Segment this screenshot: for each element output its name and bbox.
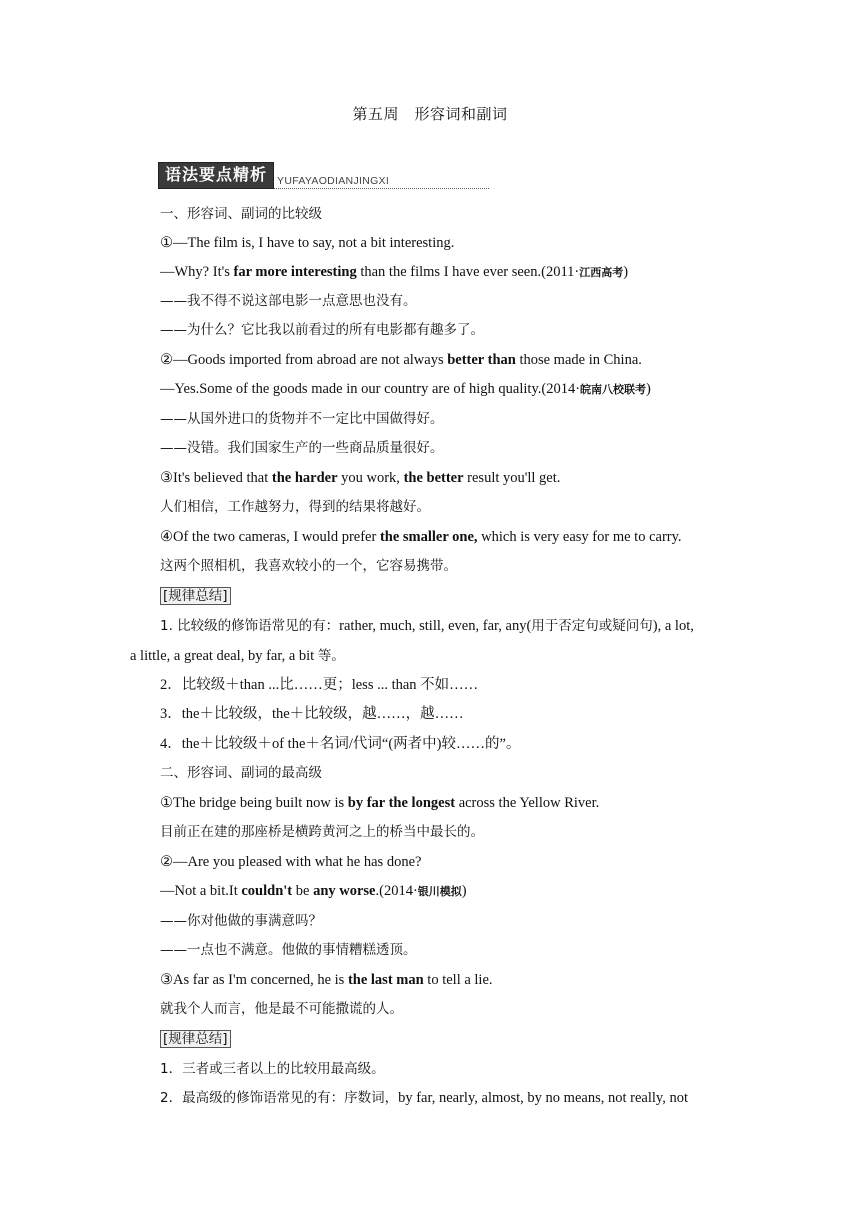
source-label: 江西高考 [579,266,624,279]
translation-line: ——没错。我们国家生产的一些商品质量很好。 [160,440,444,456]
banner-label: 语法要点精析 [158,162,274,189]
source-label: 银川模拟 [417,885,462,898]
rule-item: 2．比较级＋than ...比……更；less ... than 不如…… [160,677,479,693]
example-line: ④Of the two cameras, I would prefer the smaller one, which is very easy for me to carry. [160,529,682,545]
rule-item: 4．the＋比较级＋of the＋名词/代词“(两者中)较……的”。 [160,736,521,752]
translation-line: 目前正在建的那座桥是横跨黄河之上的桥当中最长的。 [160,824,484,840]
example-line: —Why? It's far more interesting than the films I have ever seen.(2011·江西高考) [160,264,629,280]
translation-line: ——一点也不满意。他做的事情糟糕透顶。 [160,942,417,958]
page-title: 第五周 形容词和副词 [352,107,508,123]
example-line: ③As far as I'm concerned, he is the last man to tell a lie. [160,972,493,988]
example-line: ②—Are you pleased with what he has done? [160,854,422,870]
translation-line: ——你对他做的事满意吗？ [160,913,322,929]
translation-line: 这两个照相机，我喜欢较小的一个，它容易携带。 [160,558,457,574]
section-heading: 一、形容词、副词的比较级 [160,206,322,222]
section-banner [158,163,489,189]
rule-item: 2．最高级的修饰语常见的有：序数词，by far, nearly, almost, by no means, not really, not [160,1090,688,1106]
rule-item: 3．the＋比较级，the＋比较级，越……，越…… [160,706,464,722]
example-line: ①—The film is, I have to say, not a bit interesting. [160,235,455,251]
example-line: —Yes.Some of the goods made in our country are of high quality.(2014·皖南八校联考) [160,381,651,397]
rule-item: 1．三者或三者以上的比较用最高级。 [160,1061,385,1077]
translation-line: ——从国外进口的货物并不一定比中国做得好。 [160,411,444,427]
translation-line: ——我不得不说这部电影一点意思也没有。 [160,293,417,309]
translation-line: 就我个人而言，他是最不可能撒谎的人。 [160,1001,403,1017]
rule-summary-tag: [规律总结] [160,587,231,605]
section-heading: 二、形容词、副词的最高级 [160,765,322,781]
example-line: ②—Goods imported from abroad are not always better than those made in China. [160,352,642,368]
translation-line: ——为什么？它比我以前看过的所有电影都有趣多了。 [160,322,484,338]
example-line: ①The bridge being built now is by far the longest across the Yellow River. [160,795,600,811]
example-line: —Not a bit.It couldn't be any worse.(2014·银川模拟) [160,883,467,899]
rule-item: a little, a great deal, by far, a bit 等。 [130,648,345,664]
rule-item: 1. 比较级的修饰语常见的有：rather, much, still, even, far, any(用于否定句或疑问句), a lot, [160,618,694,634]
source-label: 皖南八校联考 [580,383,647,396]
banner-pinyin: YUFAYAODIANJINGXI [274,175,489,189]
translation-line: 人们相信，工作越努力，得到的结果将越好。 [160,499,430,515]
rule-summary-tag: [规律总结] [160,1030,231,1048]
example-line: ③It's believed that the harder you work, the better result you'll get. [160,470,561,486]
